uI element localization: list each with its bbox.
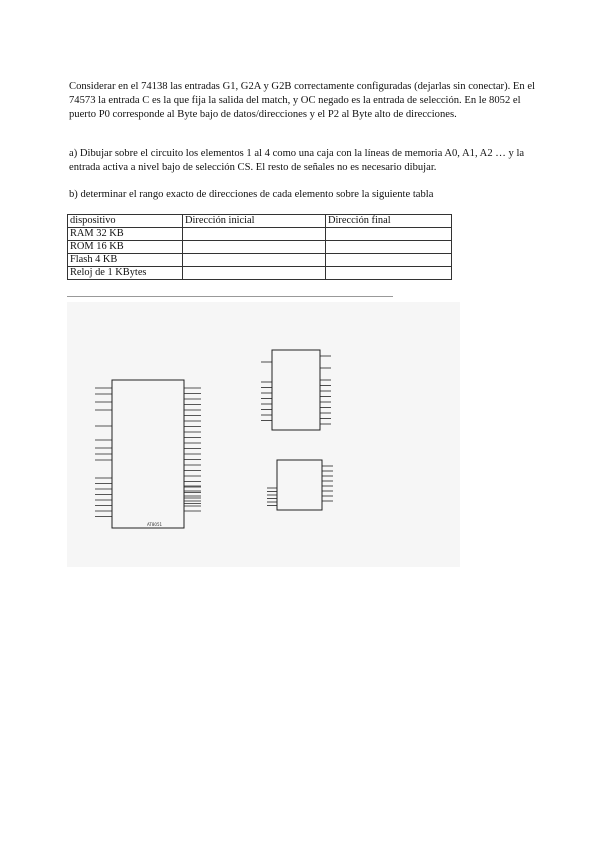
header-direccion-final: Dirección final	[326, 215, 452, 228]
start-address-cell[interactable]	[183, 241, 326, 254]
start-address-cell[interactable]	[183, 228, 326, 241]
header-dispositivo: dispositivo	[68, 215, 183, 228]
mcu-label: AT8051	[147, 522, 163, 527]
decoder-chip	[267, 460, 333, 510]
address-table	[67, 214, 452, 280]
table-row	[68, 267, 452, 280]
part-b-paragraph: b) determinar el rango exacto de direcciones de cada elemento sobre la siguiente tabla	[69, 189, 434, 200]
table-row	[68, 228, 452, 241]
device-cell: RAM 32 KB	[68, 228, 183, 241]
horizontal-rule	[67, 296, 393, 297]
end-address-cell[interactable]	[326, 254, 452, 267]
part-a-paragraph: a) Dibujar sobre el circuito los elementos 1 al 4 como una caja con la líneas de memoria A0, A1, A2 … y la entrada activa a nivel bajo de selección CS. El resto de señales no es necesario dibujar.	[69, 148, 525, 173]
device-cell: ROM 16 KB	[68, 241, 183, 254]
table-header-row	[68, 215, 452, 228]
end-address-cell[interactable]	[326, 267, 452, 280]
header-direccion-inicial: Dirección inicial	[183, 215, 326, 228]
table-row	[68, 241, 452, 254]
intro-paragraph: Considerar en el 74138 las entradas G1, G2A y G2B correctamente configuradas (dejarlas sin conectar). En el 74573 la entrada C es la que fija la salida del match, y OC negado es la entrada de selección. En le 8052 el puerto P0 corresponde al Byte bajo de datos/direcciones y el P2 al Byte alto de direcciones.	[69, 81, 535, 120]
end-address-cell[interactable]	[326, 241, 452, 254]
device-cell: Reloj de 1 KBytes	[68, 267, 183, 280]
latch-chip	[261, 350, 331, 430]
start-address-cell[interactable]	[183, 254, 326, 267]
microcontroller-chip	[95, 380, 201, 528]
device-cell: Flash 4 KB	[68, 254, 183, 267]
table-row	[68, 254, 452, 267]
circuit-diagram	[67, 302, 460, 567]
end-address-cell[interactable]	[326, 228, 452, 241]
start-address-cell[interactable]	[183, 267, 326, 280]
